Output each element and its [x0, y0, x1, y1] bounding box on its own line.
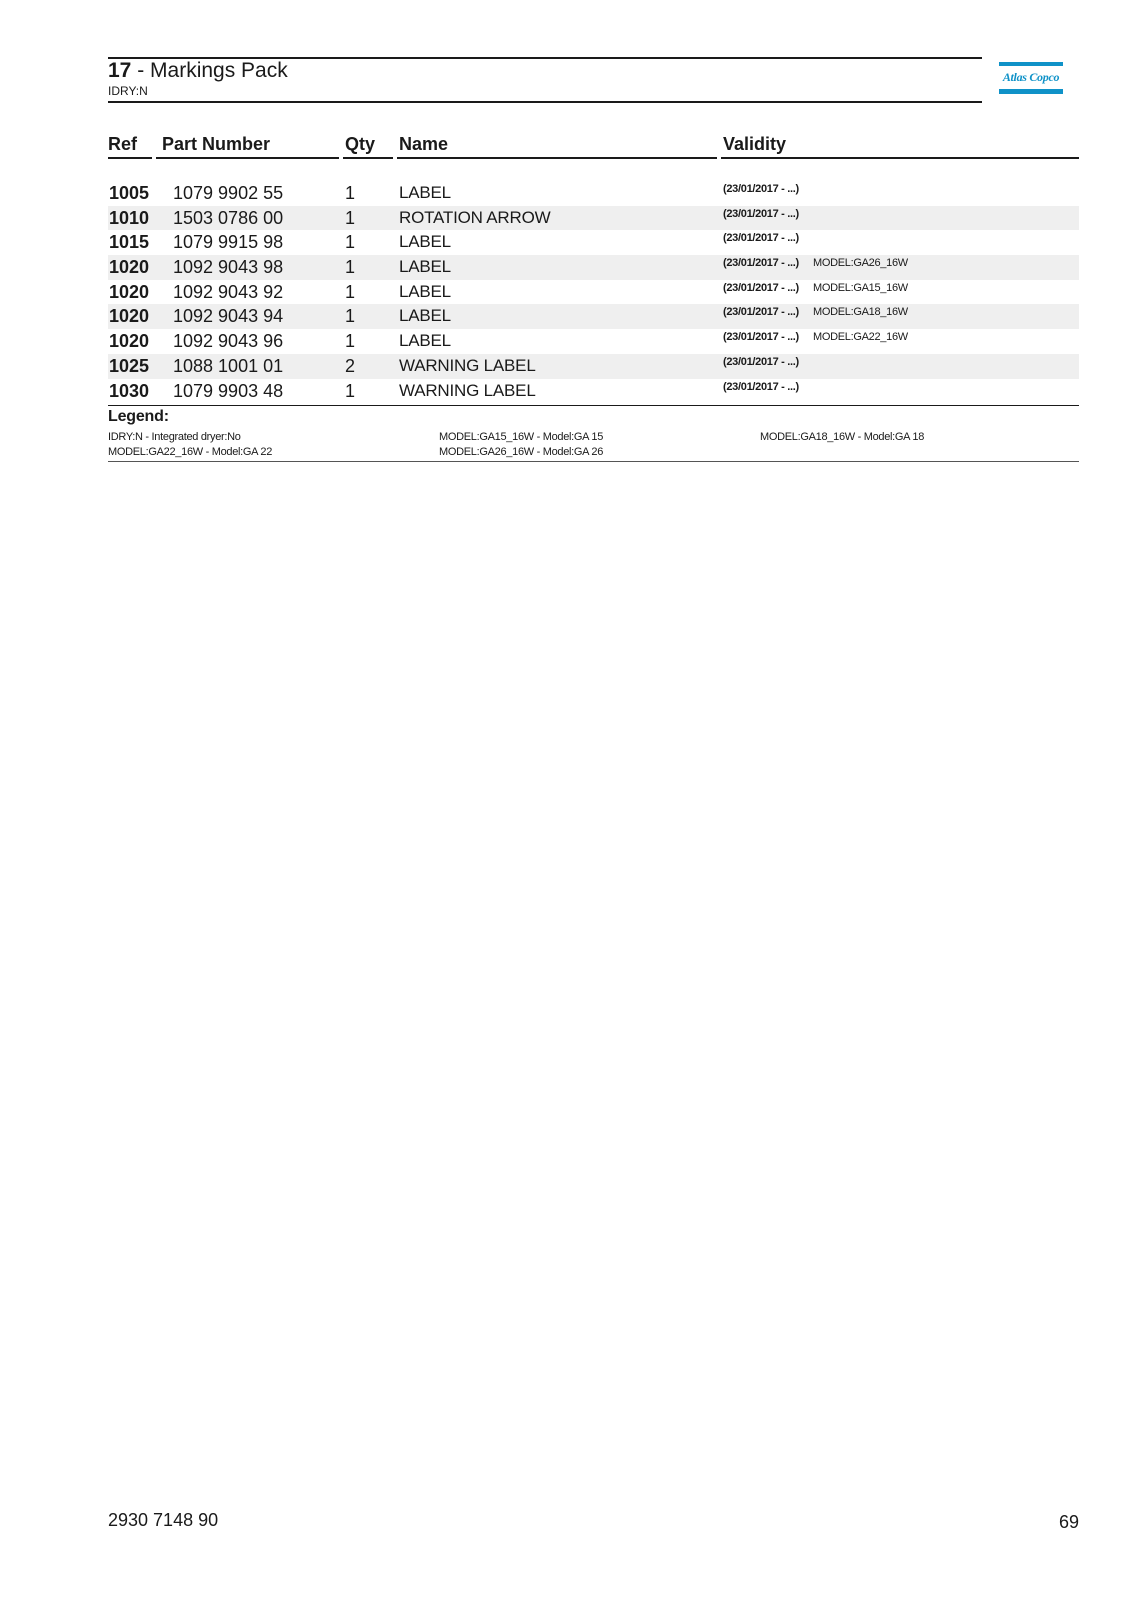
- part-number-cell: 1079 9903 48: [173, 380, 284, 401]
- document-number: 2930 7148 90: [108, 1510, 219, 1530]
- ref-cell: 1005: [109, 183, 150, 203]
- part-number-cell: 1088 1001 01: [173, 355, 284, 376]
- ref-cell: 1020: [109, 331, 150, 352]
- column-rule-name: [397, 157, 717, 159]
- table-row: [108, 379, 1079, 404]
- ref-cell: 1030: [109, 380, 150, 401]
- validity-cell: (23/01/2017 - ...): [723, 207, 799, 220]
- column-header-part-number: Part Number: [162, 134, 271, 154]
- condition-cell: MODEL:GA18_16W: [813, 306, 908, 319]
- name-cell: LABEL: [399, 257, 451, 277]
- part-number-cell: 1503 0786 00: [173, 207, 284, 228]
- table-row: [108, 304, 1079, 329]
- column-rule-qty: [343, 157, 393, 159]
- qty-cell: 1: [345, 331, 356, 352]
- validity-cell: (23/01/2017 - ...): [723, 183, 799, 195]
- validity-cell: (23/01/2017 - ...): [723, 380, 799, 393]
- ref-cell: 1020: [109, 306, 150, 327]
- qty-cell: 1: [345, 306, 356, 327]
- part-number-cell: 1079 9915 98: [173, 232, 284, 253]
- part-number-cell: 1092 9043 92: [173, 281, 284, 302]
- part-number-cell: 1092 9043 94: [173, 306, 284, 327]
- name-cell: LABEL: [399, 183, 451, 202]
- column-header-qty: Qty: [345, 134, 376, 154]
- column-rule-ref: [108, 157, 152, 159]
- validity-cell: (23/01/2017 - ...): [723, 257, 799, 270]
- table-row: [108, 280, 1079, 305]
- legend-item: MODEL:GA22_16W - Model:GA 22: [108, 446, 273, 458]
- table-row: [108, 181, 1079, 206]
- legend-item: MODEL:GA26_16W - Model:GA 26: [439, 446, 604, 458]
- table-row: [108, 329, 1079, 354]
- logo-wordmark: Atlas Copco: [1002, 70, 1060, 84]
- part-number-cell: 1092 9043 98: [173, 257, 284, 278]
- qty-cell: 1: [345, 257, 356, 278]
- table-row: [108, 255, 1079, 280]
- validity-cell: (23/01/2017 - ...): [723, 281, 799, 294]
- column-header-validity: Validity: [723, 134, 787, 154]
- name-cell: LABEL: [399, 232, 451, 252]
- legend-title: Legend:: [108, 408, 169, 425]
- logo-top-band: [999, 62, 1063, 66]
- legend-item: MODEL:GA18_16W - Model:GA 18: [760, 431, 925, 443]
- column-rule-validity: [721, 157, 1079, 159]
- qty-cell: 2: [345, 355, 356, 376]
- validity-cell: (23/01/2017 - ...): [723, 232, 799, 245]
- legend-item: MODEL:GA15_16W - Model:GA 15: [439, 431, 604, 443]
- name-cell: WARNING LABEL: [399, 380, 536, 400]
- legend-top-rule: [108, 405, 1079, 406]
- ref-cell: 1020: [109, 281, 150, 302]
- header-bottom-rule: [108, 101, 982, 103]
- legend-item: IDRY:N - Integrated dryer:No: [108, 431, 241, 443]
- qty-cell: 1: [345, 183, 356, 203]
- qty-cell: 1: [345, 207, 356, 228]
- name-cell: LABEL: [399, 331, 451, 351]
- section-number: 17: [108, 59, 132, 82]
- ref-cell: 1025: [109, 355, 150, 376]
- table-row: [108, 230, 1079, 255]
- validity-cell: (23/01/2017 - ...): [723, 331, 799, 344]
- table-row: [108, 354, 1079, 379]
- section-separator: -: [131, 59, 151, 82]
- section-name: Markings Pack: [150, 59, 288, 82]
- ref-cell: 1020: [109, 257, 150, 278]
- logo-bottom-band: [999, 89, 1063, 94]
- name-cell: LABEL: [399, 306, 451, 326]
- name-cell: LABEL: [399, 281, 451, 301]
- column-rule-part-number: [156, 157, 339, 159]
- qty-cell: 1: [345, 232, 356, 253]
- section-title: [108, 58, 288, 84]
- condition-cell: MODEL:GA22_16W: [813, 331, 908, 344]
- part-number-cell: 1079 9902 55: [173, 183, 284, 203]
- ref-cell: 1010: [109, 207, 150, 228]
- ref-cell: 1015: [109, 232, 150, 253]
- validity-cell: (23/01/2017 - ...): [723, 355, 799, 368]
- section-subtitle: IDRY:N: [108, 84, 148, 98]
- validity-cell: (23/01/2017 - ...): [723, 306, 799, 319]
- column-header-name: Name: [399, 134, 449, 154]
- qty-cell: 1: [345, 281, 356, 302]
- page-number: 69: [1058, 1512, 1079, 1532]
- name-cell: ROTATION ARROW: [399, 207, 551, 227]
- legend-bottom-rule: [108, 461, 1079, 462]
- column-header-ref: Ref: [108, 134, 138, 154]
- qty-cell: 1: [345, 380, 356, 401]
- condition-cell: MODEL:GA15_16W: [813, 281, 908, 294]
- part-number-cell: 1092 9043 96: [173, 331, 284, 352]
- parts-table: [108, 181, 1079, 403]
- name-cell: WARNING LABEL: [399, 355, 536, 375]
- atlas-copco-logo: [999, 62, 1063, 94]
- condition-cell: MODEL:GA26_16W: [813, 257, 908, 270]
- table-row: [108, 206, 1079, 231]
